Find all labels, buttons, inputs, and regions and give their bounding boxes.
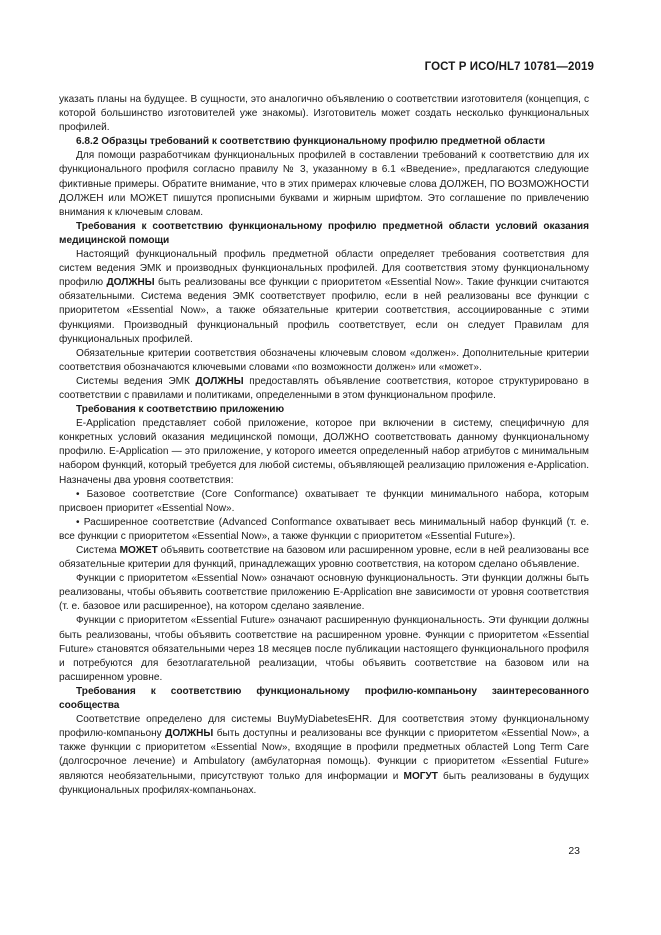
keyword-bold: ДОЛЖНЫ xyxy=(165,728,214,740)
text-run: Требования к соответствию приложению xyxy=(76,404,285,416)
text-run: указать планы на будущее. В сущности, это аналогично объявлению о соответствии изготовителя (концепция, с которой большинство изготовителей уже знакомы). Изготовитель может создать несколько функциональных профилей. xyxy=(59,94,589,134)
section-heading xyxy=(59,220,589,248)
keyword-bold: МОГУТ xyxy=(403,770,438,782)
paragraph xyxy=(59,544,589,572)
text-run: Система xyxy=(76,545,120,556)
paragraph xyxy=(59,375,589,403)
paragraph xyxy=(59,417,589,487)
text-run: быть реализованы в будущих функциональных профилях-компаньонах. xyxy=(59,770,589,796)
text-run: Требования к соответствию функциональному профилю-компаньону заинтересованного сообщества xyxy=(59,685,589,712)
paragraph xyxy=(59,614,589,684)
text-run: Обязательные критерии соответствия обозначены ключевым словом «должен». Дополнительные критерии соответствия обозначаются ключевыми словами «по возможности должен» или «может». xyxy=(59,347,589,373)
bullet-paragraph xyxy=(59,488,589,516)
keyword-bold: ДОЛЖНЫ xyxy=(195,375,244,387)
paragraph xyxy=(59,572,589,614)
section-heading xyxy=(59,685,589,713)
text-run: быть доступны и реализованы все функции с приоритетом «Essential Now», а также функции с приоритетом «Essential Now», входящие в профили предметных областей Long Term Care (долгосрочное лечение) и Ambulatory (амбулаторная помощь). Функции с приоритетом «Essential Future» являются необязательными, присутствуют только для информации и xyxy=(59,728,589,782)
text-run: предоставлять объявление соответствия, которое структурировано в соответствии с правилами и политиками, определенными в этом функциональном профиле. xyxy=(59,375,590,401)
keyword-bold: ДОЛЖНЫ xyxy=(106,277,155,289)
document-body xyxy=(59,93,589,798)
paragraph xyxy=(59,149,589,219)
text-run: E-Application представляет собой приложение, которое при включении в систему, специфичную для конкретных условий оказания медицинской помощи, ДОЛЖНО соответствовать данному функциональному профилю. E-Application — это приложение, у которого имеется определенный набор атрибутов с минимальным набором функций, который требуется для любой системы, объявляющей реализацию приложения e-Application. Назначены два уровня соответствия: xyxy=(59,418,589,486)
text-run: Настоящий функциональный профиль предметной области определяет требования соответствия для систем ведения ЭМК и производных функциональных профилей. Для соответствия этому функциональному профилю xyxy=(59,249,589,289)
document-header: ГОСТ Р ИСО/HL7 10781—2019 xyxy=(424,61,594,73)
section-heading xyxy=(59,135,589,149)
text-run: Функции с приоритетом «Essential Now» означают основную функциональность. Эти функции должны быть реализованы, чтобы объявить соответствие приложению E-Application вне зависимости от уровня соответствия (т. е. базовое или расширенное), на котором сделано заявление. xyxy=(59,573,589,613)
text-run: • Расширенное соответствие (Advanced Conformance охватывает весь минимальный набор функций (т. е. все функции с приоритетом «Essential Now», а также функции с приоритетом «Essential Future»). xyxy=(59,516,589,542)
bullet-paragraph xyxy=(59,516,589,544)
paragraph xyxy=(59,713,589,798)
paragraph xyxy=(59,347,589,375)
paragraph xyxy=(59,93,589,135)
text-run: объявить соответствие на базовом или расширенном уровне, если в ней реализованы все обязательные критерии для функций, принадлежащих уровню соответствия, на котором сделано объявление. xyxy=(59,545,589,571)
page-number: 23 xyxy=(568,845,580,857)
text-run: Системы ведения ЭМК xyxy=(76,375,196,387)
text-run: Требования к соответствию функциональному профилю предметной области условий оказания медицинской помощи xyxy=(59,220,589,246)
keyword-bold: МОЖЕТ xyxy=(119,545,158,556)
text-run: быть реализованы все функции с приоритетом «Essential Now». Такие функции считаются обязательными. Система ведения ЭМК соответствует профилю, если в ней реализованы все функции с приоритетом «Essential Now», а также обязательные критерии соответствия, ассоциированные с этими функциями. Производный функциональный профиль соответствует, если он следует Правилам для функциональных профилей. xyxy=(59,277,589,345)
paragraph xyxy=(59,248,589,347)
text-run: Для помощи разработчикам функциональных профилей в составлении требований к соответствию для их функционального профиля согласно правилу № 3, указанному в 6.1 «Введение», предлагаются следующие фиктивные примеры. Обратите внимание, что в этих примерах ключевые слова ДОЛЖЕН, ПО ВОЗМОЖНОСТИ ДОЛЖЕН или МОЖЕТ пишутся прописными буквами и жирным шрифтом. Это соглашение по привлечению внимания к ключевым словам. xyxy=(59,150,589,218)
text-run: 6.8.2 Образцы требований к соответствию функциональному профилю предметной области xyxy=(76,136,546,148)
text-run: Функции с приоритетом «Essential Future» означают расширенную функциональность. Эти функции должны быть реализованы, чтобы объявить соответствие на расширенном уровне. Функции с приоритетом «Essential Future» становятся обязательными через 18 месяцев после публикации настоящего функционального профиля и потребуются для безотлагательной реализации, чтобы объявить соответствие на базовом или на расширенном уровне. xyxy=(59,615,589,683)
text-run: Соответствие определено для системы BuyMyDiabetesEHR. Для соответствия этому функциональному профилю-компаньону xyxy=(59,714,589,740)
text-run: • Базовое соответствие (Core Conformance) охватывает те функции минимального набора, которым присвоен приоритет «Essential Now». xyxy=(59,488,589,514)
section-heading xyxy=(59,403,589,417)
